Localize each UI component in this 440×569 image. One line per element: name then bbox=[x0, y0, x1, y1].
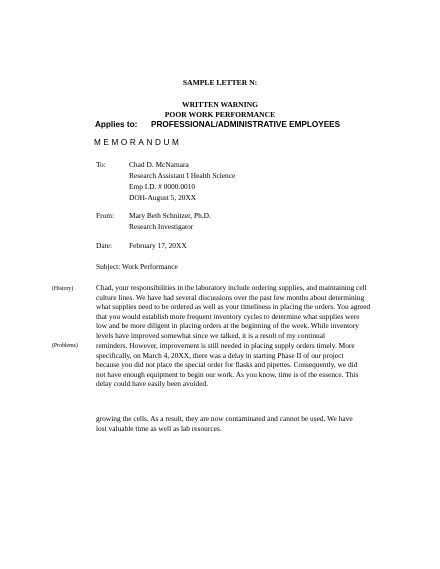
to-line: Chad D. McNamara bbox=[129, 160, 189, 169]
warning-subtitle: POOR WORK PERFORMANCE bbox=[164, 110, 276, 119]
applies-value: PROFESSIONAL/ADMINISTRATIVE EMPLOYEES bbox=[151, 120, 341, 129]
body-line: because you did not place the special order for flasks and pipettes. Consequently, we did bbox=[96, 360, 358, 369]
to-line: Emp I.D. # 0000.0010 bbox=[129, 182, 196, 191]
body-line: levels have improved somewhat since we talked, it is a result of my continual bbox=[96, 330, 326, 340]
margin-history-tag: (History) bbox=[52, 286, 74, 292]
sample-heading: SAMPLE LETTER N: bbox=[182, 78, 258, 87]
from-line: Mary Beth Schnitzer, Ph.D. bbox=[129, 211, 211, 220]
margin-problems-tag: (Problems) bbox=[52, 343, 78, 349]
applies-label: Applies to: bbox=[95, 120, 138, 129]
body-line: reminders. However, improvement is still needed in placing supply orders timely. More bbox=[96, 341, 355, 350]
from-line: Research Investigator bbox=[129, 222, 194, 231]
body-line: specifically, on March 4, 20XX, there was a delay in starting Phase II of our project bbox=[96, 350, 344, 360]
to-line: Research Assistant I Health Science bbox=[129, 171, 236, 180]
warning-title: WRITTEN WARNING bbox=[181, 100, 259, 109]
from-label: From: bbox=[96, 211, 115, 220]
body-line: delay could have easily been avoided. bbox=[96, 379, 209, 388]
body-line: that you would establish more frequent inventory cycles to determine what supplies were bbox=[96, 311, 360, 321]
to-line: DOH-August 5, 20XX bbox=[129, 193, 197, 202]
body-line: not have enough equipment to begin our work. As you know, time is of the essence. This bbox=[96, 369, 359, 379]
body-line: low and be more diligent in placing orders at the beginning of the week. While inventory bbox=[96, 321, 359, 330]
body-line: Chad, your responsibilities in the laboratory include ordering supplies, and maintaining cell bbox=[96, 283, 367, 292]
continuation-line: lost valuable time as well as lab resources. bbox=[96, 424, 222, 433]
subject-line: Subject: Work Performance bbox=[96, 262, 178, 271]
continuation-line: growing the cells. As a result, they are now contaminated and cannot be used. We have bbox=[96, 414, 353, 423]
body-line: culture lines. We have had several discussions over the past few months about determining bbox=[96, 292, 365, 302]
body-line: what supplies need to be ordered as well as your timeliness in placing the orders. You agreed bbox=[96, 302, 371, 311]
date-label: Date: bbox=[96, 241, 113, 250]
to-label: To: bbox=[96, 160, 106, 169]
date-value: February 17, 20XX bbox=[129, 241, 187, 250]
memo-title: MEMORANDUM bbox=[94, 138, 182, 147]
